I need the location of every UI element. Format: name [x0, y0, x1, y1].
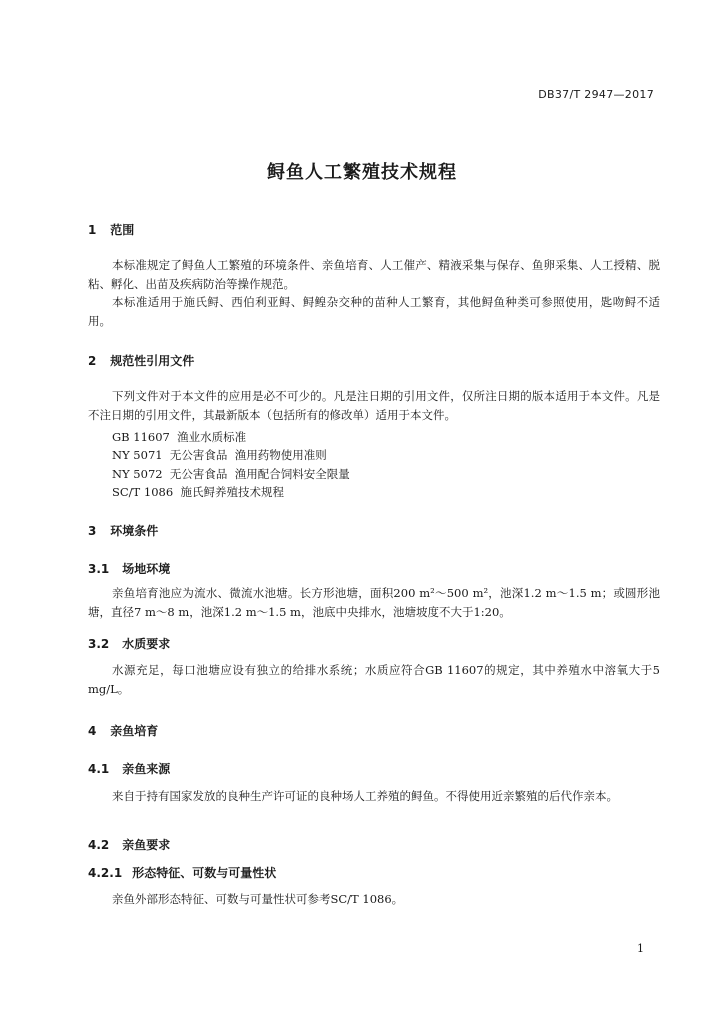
paragraph: 亲鱼培育池应为流水、微流水池塘。长方形池塘，面积200 m²～500 m²，池深1.2 m～1.5 m；或圆形池塘，直径7 m～8 m，池深1.2 m～1.5 m，池底中央排水，池塘坡度不大于1:20。 — [88, 586, 660, 619]
subsection-title: 水质要求 — [122, 637, 171, 651]
paragraph: 本标准规定了鲟鱼人工繁殖的环境条件、亲鱼培育、人工催产、精液采集与保存、鱼卵采集、人工授精、脱粘、孵化、出苗及疾病防治等操作规范。 — [88, 258, 660, 291]
page-number: 1 — [637, 942, 644, 955]
paragraph: 亲鱼外部形态特征、可数与可量性状可参考SC/T 1086。 — [112, 892, 404, 906]
paragraph: 本标准适用于施氏鲟、西伯利亚鲟、鲟鳇杂交种的苗种人工繁育，其他鲟鱼种类可参照使用，匙吻鲟不适用。 — [88, 295, 660, 328]
section-title: 规范性引用文件 — [110, 354, 195, 368]
paragraph: 来自于持有国家发放的良种生产许可证的良种场人工养殖的鲟鱼。不得使用近亲繁殖的后代作亲本。 — [112, 789, 618, 803]
section-title: 亲鱼培育 — [110, 724, 159, 738]
subsection-title: 场地环境 — [122, 562, 171, 576]
section-title: 范围 — [110, 223, 135, 237]
section-number: 2 — [88, 354, 97, 368]
subsection-number: 4.1 — [88, 762, 110, 776]
reference-item: NY 5072 无公害食品 渔用配合饲料安全限量 — [112, 467, 350, 481]
paragraph: 下列文件对于本文件的应用是必不可少的。凡是注日期的引用文件，仅所注日期的版本适用于本文件。凡是不注日期的引用文件，其最新版本（包括所有的修改单）适用于本文件。 — [88, 389, 660, 422]
subsubsection-number: 4.2.1 — [88, 866, 123, 880]
subsection-heading-4-2 — [88, 836, 170, 853]
reference-item: SC/T 1086 施氏鲟养殖技术规程 — [112, 485, 284, 499]
reference-item: NY 5071 无公害食品 渔用药物使用准则 — [112, 448, 327, 462]
subsubsection-title: 形态特征、可数与可量性状 — [132, 866, 277, 880]
section-heading-1 — [88, 221, 134, 238]
section-heading-4 — [88, 722, 158, 739]
subsection-number: 4.2 — [88, 838, 110, 852]
subsection-number: 3.1 — [88, 562, 110, 576]
section-heading-2 — [88, 352, 194, 369]
section-number: 1 — [88, 223, 97, 237]
document-title: 鲟鱼人工繁殖技术规程 — [267, 162, 457, 183]
section-number: 3 — [88, 524, 97, 538]
subsection-title: 亲鱼来源 — [122, 762, 171, 776]
reference-item: GB 11607 渔业水质标准 — [112, 430, 247, 444]
subsection-heading-4-1 — [88, 760, 170, 777]
subsection-number: 3.2 — [88, 637, 110, 651]
subsection-heading-3-1 — [88, 560, 170, 577]
section-heading-3 — [88, 522, 158, 539]
standard-code: DB37/T 2947—2017 — [538, 88, 654, 101]
section-number: 4 — [88, 724, 97, 738]
section-title: 环境条件 — [110, 524, 159, 538]
subsection-heading-3-2 — [88, 635, 170, 652]
paragraph: 水源充足，每口池塘应设有独立的给排水系统；水质应符合GB 11607的规定，其中养殖水中溶氧大于5 mg/L。 — [88, 663, 660, 696]
subsection-title: 亲鱼要求 — [122, 838, 171, 852]
subsubsection-heading-4-2-1 — [88, 864, 276, 881]
